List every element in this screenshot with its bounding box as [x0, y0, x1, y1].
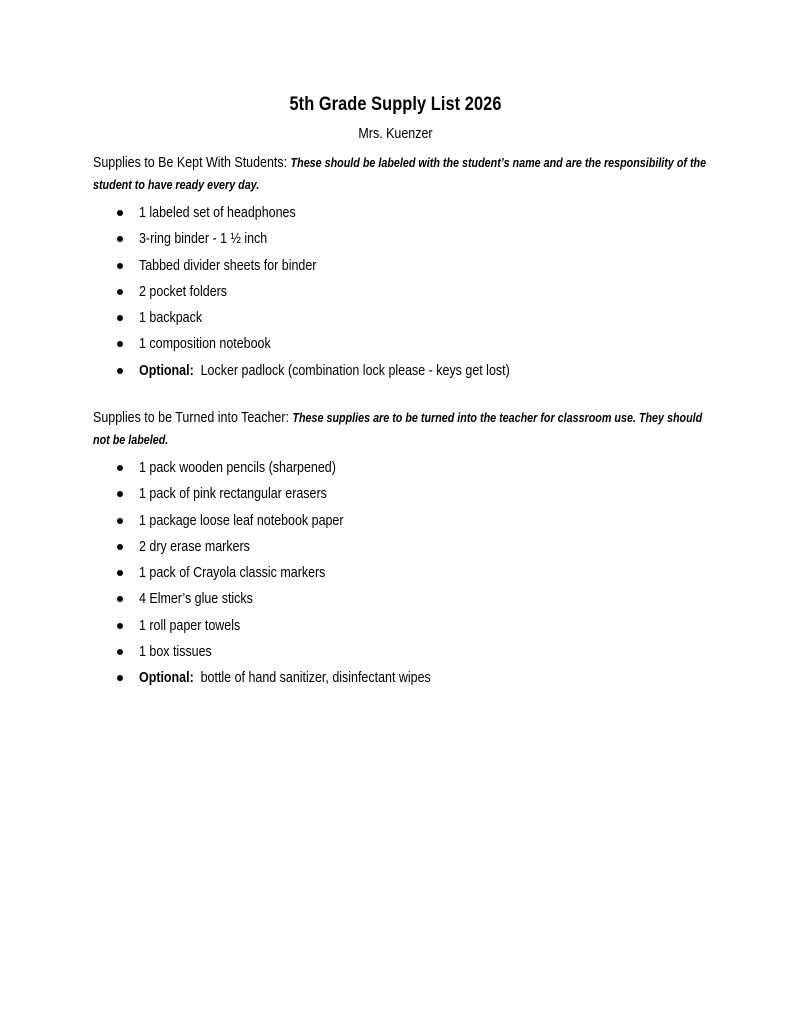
bullet-icon — [117, 315, 123, 321]
list-item: 1 backpack — [93, 305, 713, 331]
list-item: 1 pack of pink rectangular erasers — [93, 481, 713, 507]
list-item: 1 pack of Crayola classic markers — [93, 560, 713, 586]
bullet-icon — [117, 544, 123, 550]
list-item: 1 box tissues — [93, 639, 713, 665]
list-item-optional — [93, 358, 713, 384]
section-heading — [93, 152, 712, 196]
bullet-icon — [117, 465, 123, 471]
bullet-icon — [117, 236, 123, 242]
supply-list — [93, 200, 713, 384]
page-title: 5th Grade Supply List 2026 — [289, 94, 502, 115]
bullet-icon — [117, 596, 123, 602]
list-item: 3-ring binder - 1 ½ inch — [93, 226, 713, 252]
list-item-optional — [93, 665, 713, 691]
list-item: 1 labeled set of headphones — [93, 200, 713, 226]
list-item: 1 pack wooden pencils (sharpened) — [93, 455, 713, 481]
section-note: These supplies are to be turned into the teacher for classroom use. They should not be labeled. — [93, 411, 703, 447]
optional-label: Optional: — [139, 362, 194, 379]
section-label: Supplies to be Turned into Teacher: — [93, 410, 289, 426]
section-note: These should be labeled with the student’s name and are the responsibility of the student to have ready every day. — [93, 156, 707, 192]
teacher-name: Mrs. Kuenzer — [358, 126, 433, 142]
section-label: Supplies to Be Kept With Students: — [93, 155, 288, 171]
supply-list — [93, 455, 713, 692]
section-turned-into-teacher — [93, 407, 713, 692]
bullet-icon — [117, 341, 123, 347]
bullet-icon — [117, 289, 123, 295]
bullet-icon — [117, 623, 123, 629]
list-item: 2 dry erase markers — [93, 534, 713, 560]
bullet-icon — [117, 210, 123, 216]
section-heading — [93, 407, 712, 451]
optional-text: bottle of hand sanitizer, disinfectant wipes — [200, 670, 431, 687]
optional-label: Optional: — [139, 670, 194, 687]
list-item: 1 package loose leaf notebook paper — [93, 508, 713, 534]
section-kept-with-students — [93, 152, 713, 384]
bullet-icon — [117, 368, 123, 374]
bullet-icon — [117, 491, 123, 497]
bullet-icon — [117, 649, 123, 655]
list-item: Tabbed divider sheets for binder — [93, 253, 713, 279]
optional-text: Locker padlock (combination lock please - keys get lost) — [200, 362, 510, 379]
list-item: 1 roll paper towels — [93, 613, 713, 639]
bullet-icon — [117, 570, 123, 576]
bullet-icon — [117, 675, 123, 681]
bullet-icon — [117, 518, 123, 524]
list-item: 4 Elmer’s glue sticks — [93, 586, 713, 612]
bullet-icon — [117, 263, 123, 269]
list-item: 1 composition notebook — [93, 331, 713, 357]
list-item: 2 pocket folders — [93, 279, 713, 305]
